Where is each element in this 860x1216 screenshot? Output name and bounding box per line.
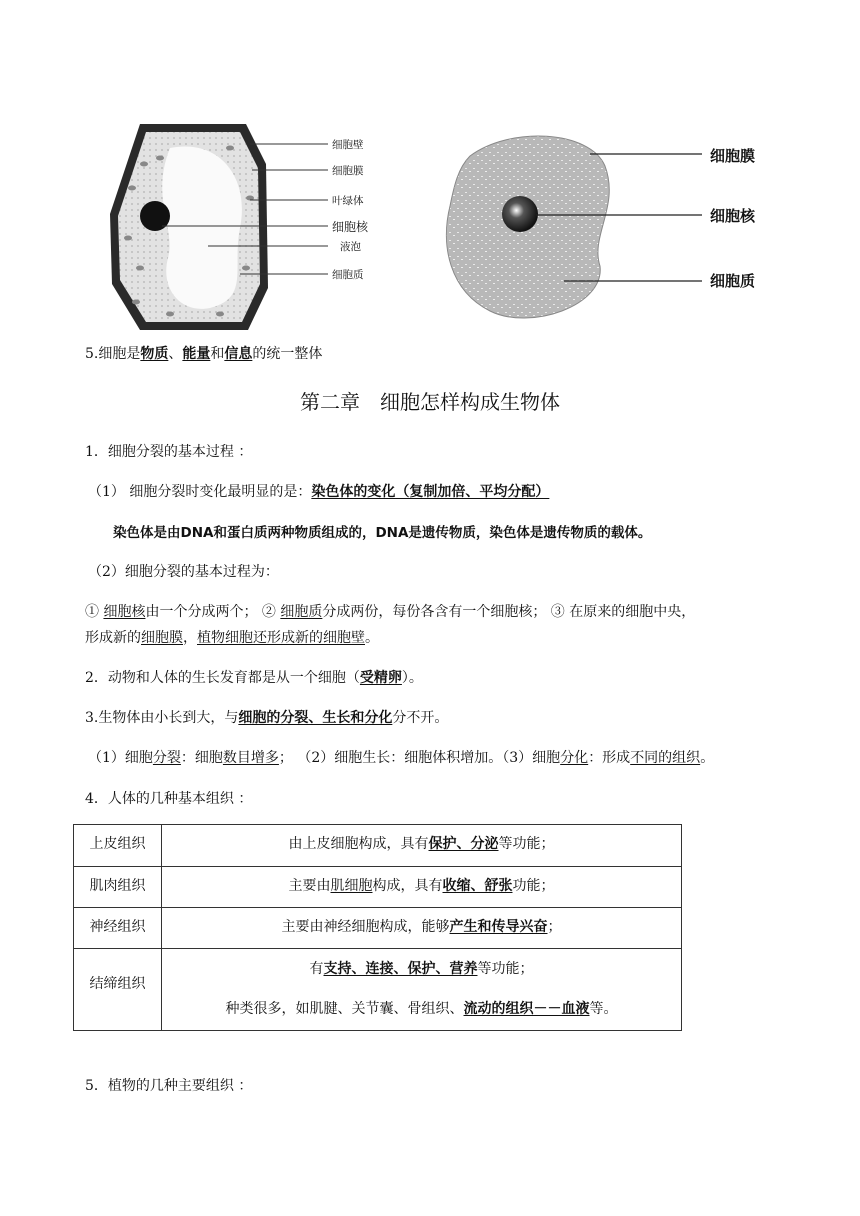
text: 功能；: [512, 878, 555, 894]
text: 。: [365, 630, 379, 646]
keyword-information: 信息: [224, 346, 253, 362]
text: ，: [183, 630, 197, 646]
chapter-title: 第二章 细胞怎样构成生物体: [300, 390, 560, 414]
keyword-chromosome-change: 染色体的变化（复制加倍、平均分配）: [311, 484, 550, 500]
section-4-heading: 4．人体的几种基本组织 ：: [85, 791, 253, 807]
keyword: 肌细胞: [330, 878, 373, 894]
tissue-name: 结缔组织: [74, 949, 162, 1031]
animal-label-cell-membrane: 细胞膜: [710, 147, 756, 165]
animal-label-nucleus: 细胞核: [710, 207, 756, 225]
tissue-description: [162, 825, 682, 867]
keyword: 保护、分泌: [428, 836, 499, 852]
keyword: 支持、连接、保护、营养: [323, 961, 478, 977]
tissue-description: [162, 949, 682, 1031]
text: 和: [210, 346, 225, 362]
text: ）。: [401, 670, 423, 686]
text: （1）细胞: [88, 750, 153, 766]
text: 分不开。: [392, 710, 449, 726]
table-row: [74, 825, 682, 867]
keyword: 产生和传导兴奋: [449, 919, 548, 935]
plant-label-nucleus: 细胞核: [332, 220, 369, 234]
text: 由一个分成两个； ②: [145, 604, 281, 620]
text: 主要由: [288, 878, 331, 894]
keyword-differentiation: 分化: [560, 750, 589, 766]
keyword-matter: 物质: [140, 346, 169, 362]
tissue-name: 肌肉组织: [74, 867, 162, 908]
division-steps-cont: [85, 627, 379, 647]
keyword-division-growth-differentiation: 细胞的分裂、生长和分化: [238, 710, 393, 726]
text: 2．动物和人体的生长发育都是从一个细胞（: [85, 670, 360, 686]
text: 主要由神经细胞构成，能够: [281, 919, 450, 935]
text: 种类很多，如肌腱、关节囊、骨组织、: [225, 1001, 464, 1017]
text: 、: [168, 346, 183, 362]
cell-unity-statement: [85, 343, 322, 363]
tissue-name: 上皮组织: [74, 825, 162, 867]
keyword-membrane: 细胞膜: [141, 630, 183, 646]
text: 形成新的: [85, 630, 141, 646]
keyword-different-tissues: 不同的组织: [630, 750, 701, 766]
text: （1） 细胞分裂时变化最明显的是：: [88, 484, 312, 500]
plant-label-cell-wall: 细胞壁: [332, 139, 364, 151]
text: 有: [309, 961, 324, 977]
text: 等。: [589, 1001, 618, 1017]
keyword: 流动的组织－－血液: [463, 1001, 590, 1017]
keyword-number-increase: 数目增多: [222, 750, 279, 766]
section-3: [85, 707, 448, 727]
text: ①: [85, 604, 104, 620]
plant-label-cytoplasm: 细胞质: [332, 269, 364, 281]
section-1-2: （2）细胞分裂的基本过程为：: [88, 564, 279, 580]
plant-label-cell-membrane: 细胞膜: [332, 165, 364, 177]
text: 等功能；: [498, 836, 555, 852]
table-row: [74, 949, 682, 1031]
tissue-description: [162, 867, 682, 908]
animal-cell-diagram: [440, 126, 780, 326]
text: ；: [547, 919, 562, 935]
plant-cell-diagram: [100, 118, 400, 340]
text: ； （2）细胞生长：细胞体积增加。（3）细胞: [278, 750, 561, 766]
animal-label-cytoplasm: 细胞质: [710, 272, 756, 290]
plant-label-vacuole: 液泡: [340, 241, 361, 253]
section-3-sub: [88, 747, 714, 767]
table-row: [74, 867, 682, 908]
tissue-description-line: [163, 989, 680, 1029]
text: ：形成: [588, 750, 631, 766]
tissue-description-line: [163, 949, 680, 989]
tissue-description: [162, 908, 682, 949]
text: 等功能；: [477, 961, 534, 977]
division-steps: [85, 601, 695, 621]
keyword-nucleus: 细胞核: [103, 604, 146, 620]
text: 5.细胞是: [85, 346, 141, 362]
keyword: 收缩、舒张: [442, 878, 513, 894]
text: 。: [700, 750, 715, 766]
table-row: [74, 908, 682, 949]
plant-label-chloroplast: 叶绿体: [332, 195, 364, 207]
section-2: [85, 667, 423, 687]
tissue-name: 神经组织: [74, 908, 162, 949]
text: ：细胞: [180, 750, 223, 766]
text: 3.生物体由小长到大，与: [85, 710, 239, 726]
section-1-1: [88, 481, 549, 501]
chromosome-note: 染色体是由DNA和蛋白质两种物质组成的，DNA是遗传物质，染色体是遗传物质的载体。: [113, 525, 652, 541]
section-5-heading: 5．植物的几种主要组织 ：: [85, 1078, 253, 1094]
tissue-table: [73, 824, 682, 1031]
keyword-energy: 能量: [182, 346, 211, 362]
keyword-fertilized-egg: 受精卵: [359, 670, 402, 686]
text: 分成两份，每份各含有一个细胞核； ③ 在原来的细胞中央，: [322, 604, 696, 620]
keyword-cell-wall: 植物细胞还形成新的细胞壁: [197, 630, 365, 646]
keyword-division: 分裂: [152, 750, 181, 766]
keyword-cytoplasm: 细胞质: [280, 604, 323, 620]
text: 构成，具有: [372, 878, 443, 894]
section-1-heading: 1．细胞分裂的基本过程 ：: [85, 444, 253, 460]
text: 由上皮细胞构成，具有: [288, 836, 429, 852]
text: 的统一整体: [252, 346, 323, 362]
